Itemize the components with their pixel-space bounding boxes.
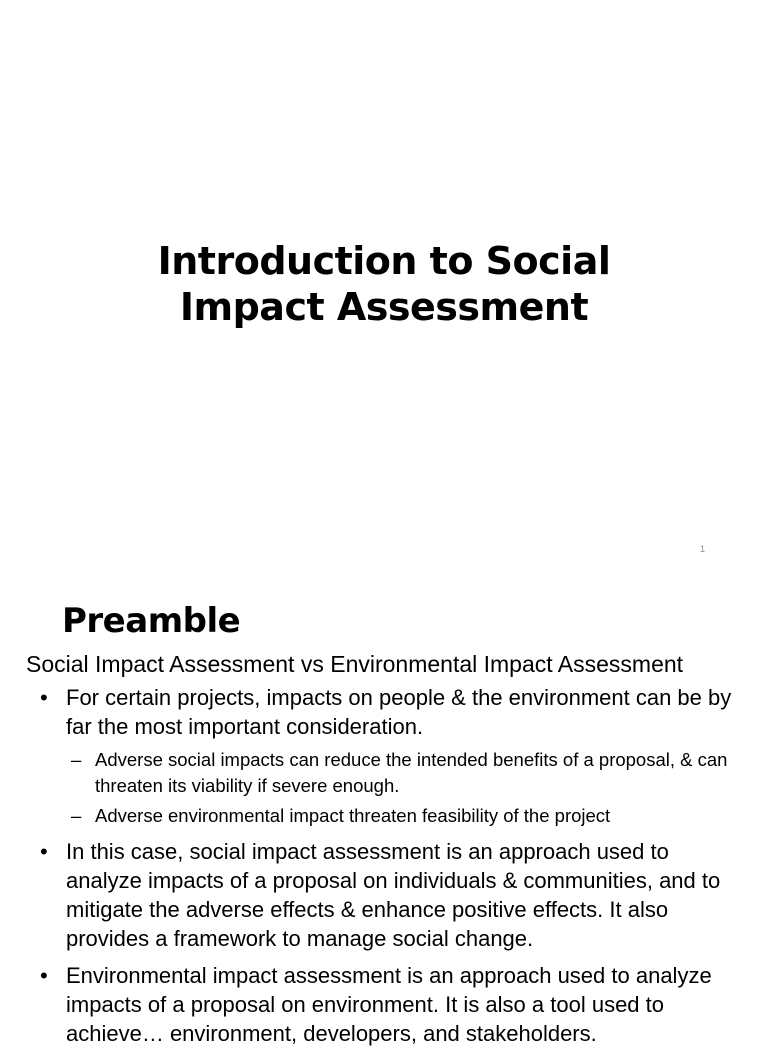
bullet-list [0,683,768,1056]
bullet-dot-icon: • [40,839,48,864]
slide-title-line-2: Impact Assessment [179,285,589,329]
slide-title-line-1: Introduction to Social [157,239,611,283]
dash-icon: – [71,805,82,826]
bullet-item [0,837,768,953]
bullet-text: For certain projects, impacts on people & the environment can be by far the most important consideration. [66,685,732,739]
bullet-text: In this case, social impact assessment is an approach used to analyze impacts of a proposal on individuals & communities, and to mitigate the adverse effects & enhance positive effects. It also provides a framework to manage social change. [66,839,721,951]
slide-title [0,238,768,330]
bullet-text: Environmental impact assessment is an approach used to analyze impacts of a proposal on environment. It is also a tool used to achieve… environment, developers, and stakeholders. [66,963,712,1046]
slide-number: 1 [700,544,706,554]
sub-bullet-item [66,747,750,799]
slide-heading: Preamble [62,601,241,641]
bullet-item [0,961,768,1048]
content-slide [0,576,768,1046]
bullet-item [0,683,768,829]
sub-bullet-list [66,747,750,829]
dash-icon: – [71,749,82,770]
sub-bullet-text: Adverse environmental impact threaten feasibility of the project [95,805,611,826]
sub-bullet-text: Adverse social impacts can reduce the intended benefits of a proposal, & can threaten its viability if severe enough. [95,749,728,796]
sub-bullet-item [66,803,750,829]
bullet-dot-icon: • [40,685,48,710]
slide-subheading: Social Impact Assessment vs Environmental Impact Assessment [26,651,684,677]
bullet-dot-icon: • [40,963,48,988]
